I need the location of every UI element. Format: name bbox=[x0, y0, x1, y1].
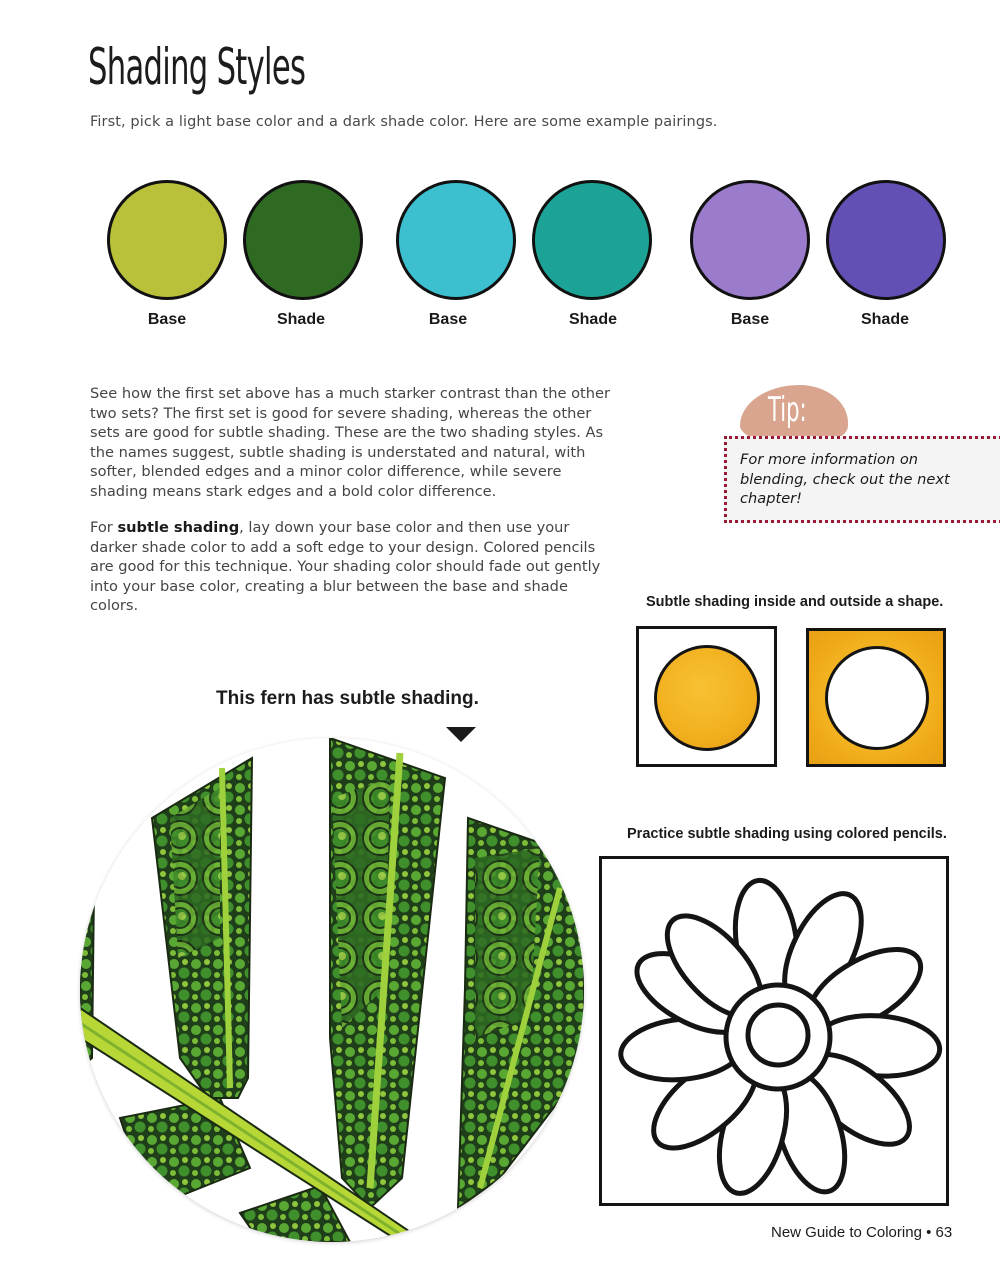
page-title: Shading Styles bbox=[88, 38, 306, 96]
body-paragraph-1: See how the first set above has a much starker contrast than the other two sets? The first set is good for severe shading, whereas the other sets are good for subtle shading. These are the two shading styles. As the names suggest, subtle shading is understated and natural, with softer, blended edges and a minor color difference, while severe shading means stark edges and a bold color difference. bbox=[90, 385, 611, 500]
intro-text: First, pick a light base color and a dark shade color. Here are some example pairings. bbox=[90, 114, 718, 130]
shaded-inside-square bbox=[636, 626, 777, 767]
tip-text: For more information on blending, check out the next chapter! bbox=[740, 451, 950, 507]
swatch-label: Shade bbox=[860, 311, 909, 328]
swatch-label: Base bbox=[730, 311, 770, 328]
swatch-shade-dark-green bbox=[243, 180, 363, 300]
fern-illustration bbox=[80, 738, 584, 1242]
para2-bold-term: subtle shading bbox=[117, 519, 240, 536]
yellow-filled-circle bbox=[654, 645, 760, 751]
para2-rest: , lay down your base color and then use your darker shade color to add a soft edge to your design. Colored pencils are good for this technique. Your shading color should fade out gently into your base color, creating a blur between the base and shade colors. bbox=[90, 519, 601, 615]
tip-label: Tip: bbox=[768, 390, 807, 430]
pointer-arrow-icon bbox=[446, 727, 476, 742]
swatch-base-lavender bbox=[690, 180, 810, 300]
swatch-label: Shade bbox=[276, 311, 325, 328]
swatch-label: Base bbox=[428, 311, 468, 328]
fern-caption: This fern has subtle shading. bbox=[216, 688, 479, 709]
swatch-base-yellow-green bbox=[107, 180, 227, 300]
white-empty-circle bbox=[825, 646, 929, 750]
para2-prefix: For bbox=[90, 519, 118, 536]
flower-outline-icon bbox=[602, 859, 946, 1203]
swatch-shade-violet bbox=[826, 180, 946, 300]
practice-caption: Practice subtle shading using colored pencils. bbox=[627, 826, 947, 842]
shape-caption: Subtle shading inside and outside a shape. bbox=[646, 594, 944, 610]
swatch-base-turquoise bbox=[396, 180, 516, 300]
shaded-outside-square bbox=[806, 628, 946, 767]
fern-leaves-icon bbox=[80, 738, 584, 1242]
body-paragraph-2 bbox=[90, 518, 610, 616]
practice-flower-box bbox=[599, 856, 949, 1206]
swatch-label: Shade bbox=[568, 311, 617, 328]
page-footer: New Guide to Coloring • 63 bbox=[771, 1224, 953, 1241]
swatch-shade-teal bbox=[532, 180, 652, 300]
swatch-label: Base bbox=[147, 311, 187, 328]
